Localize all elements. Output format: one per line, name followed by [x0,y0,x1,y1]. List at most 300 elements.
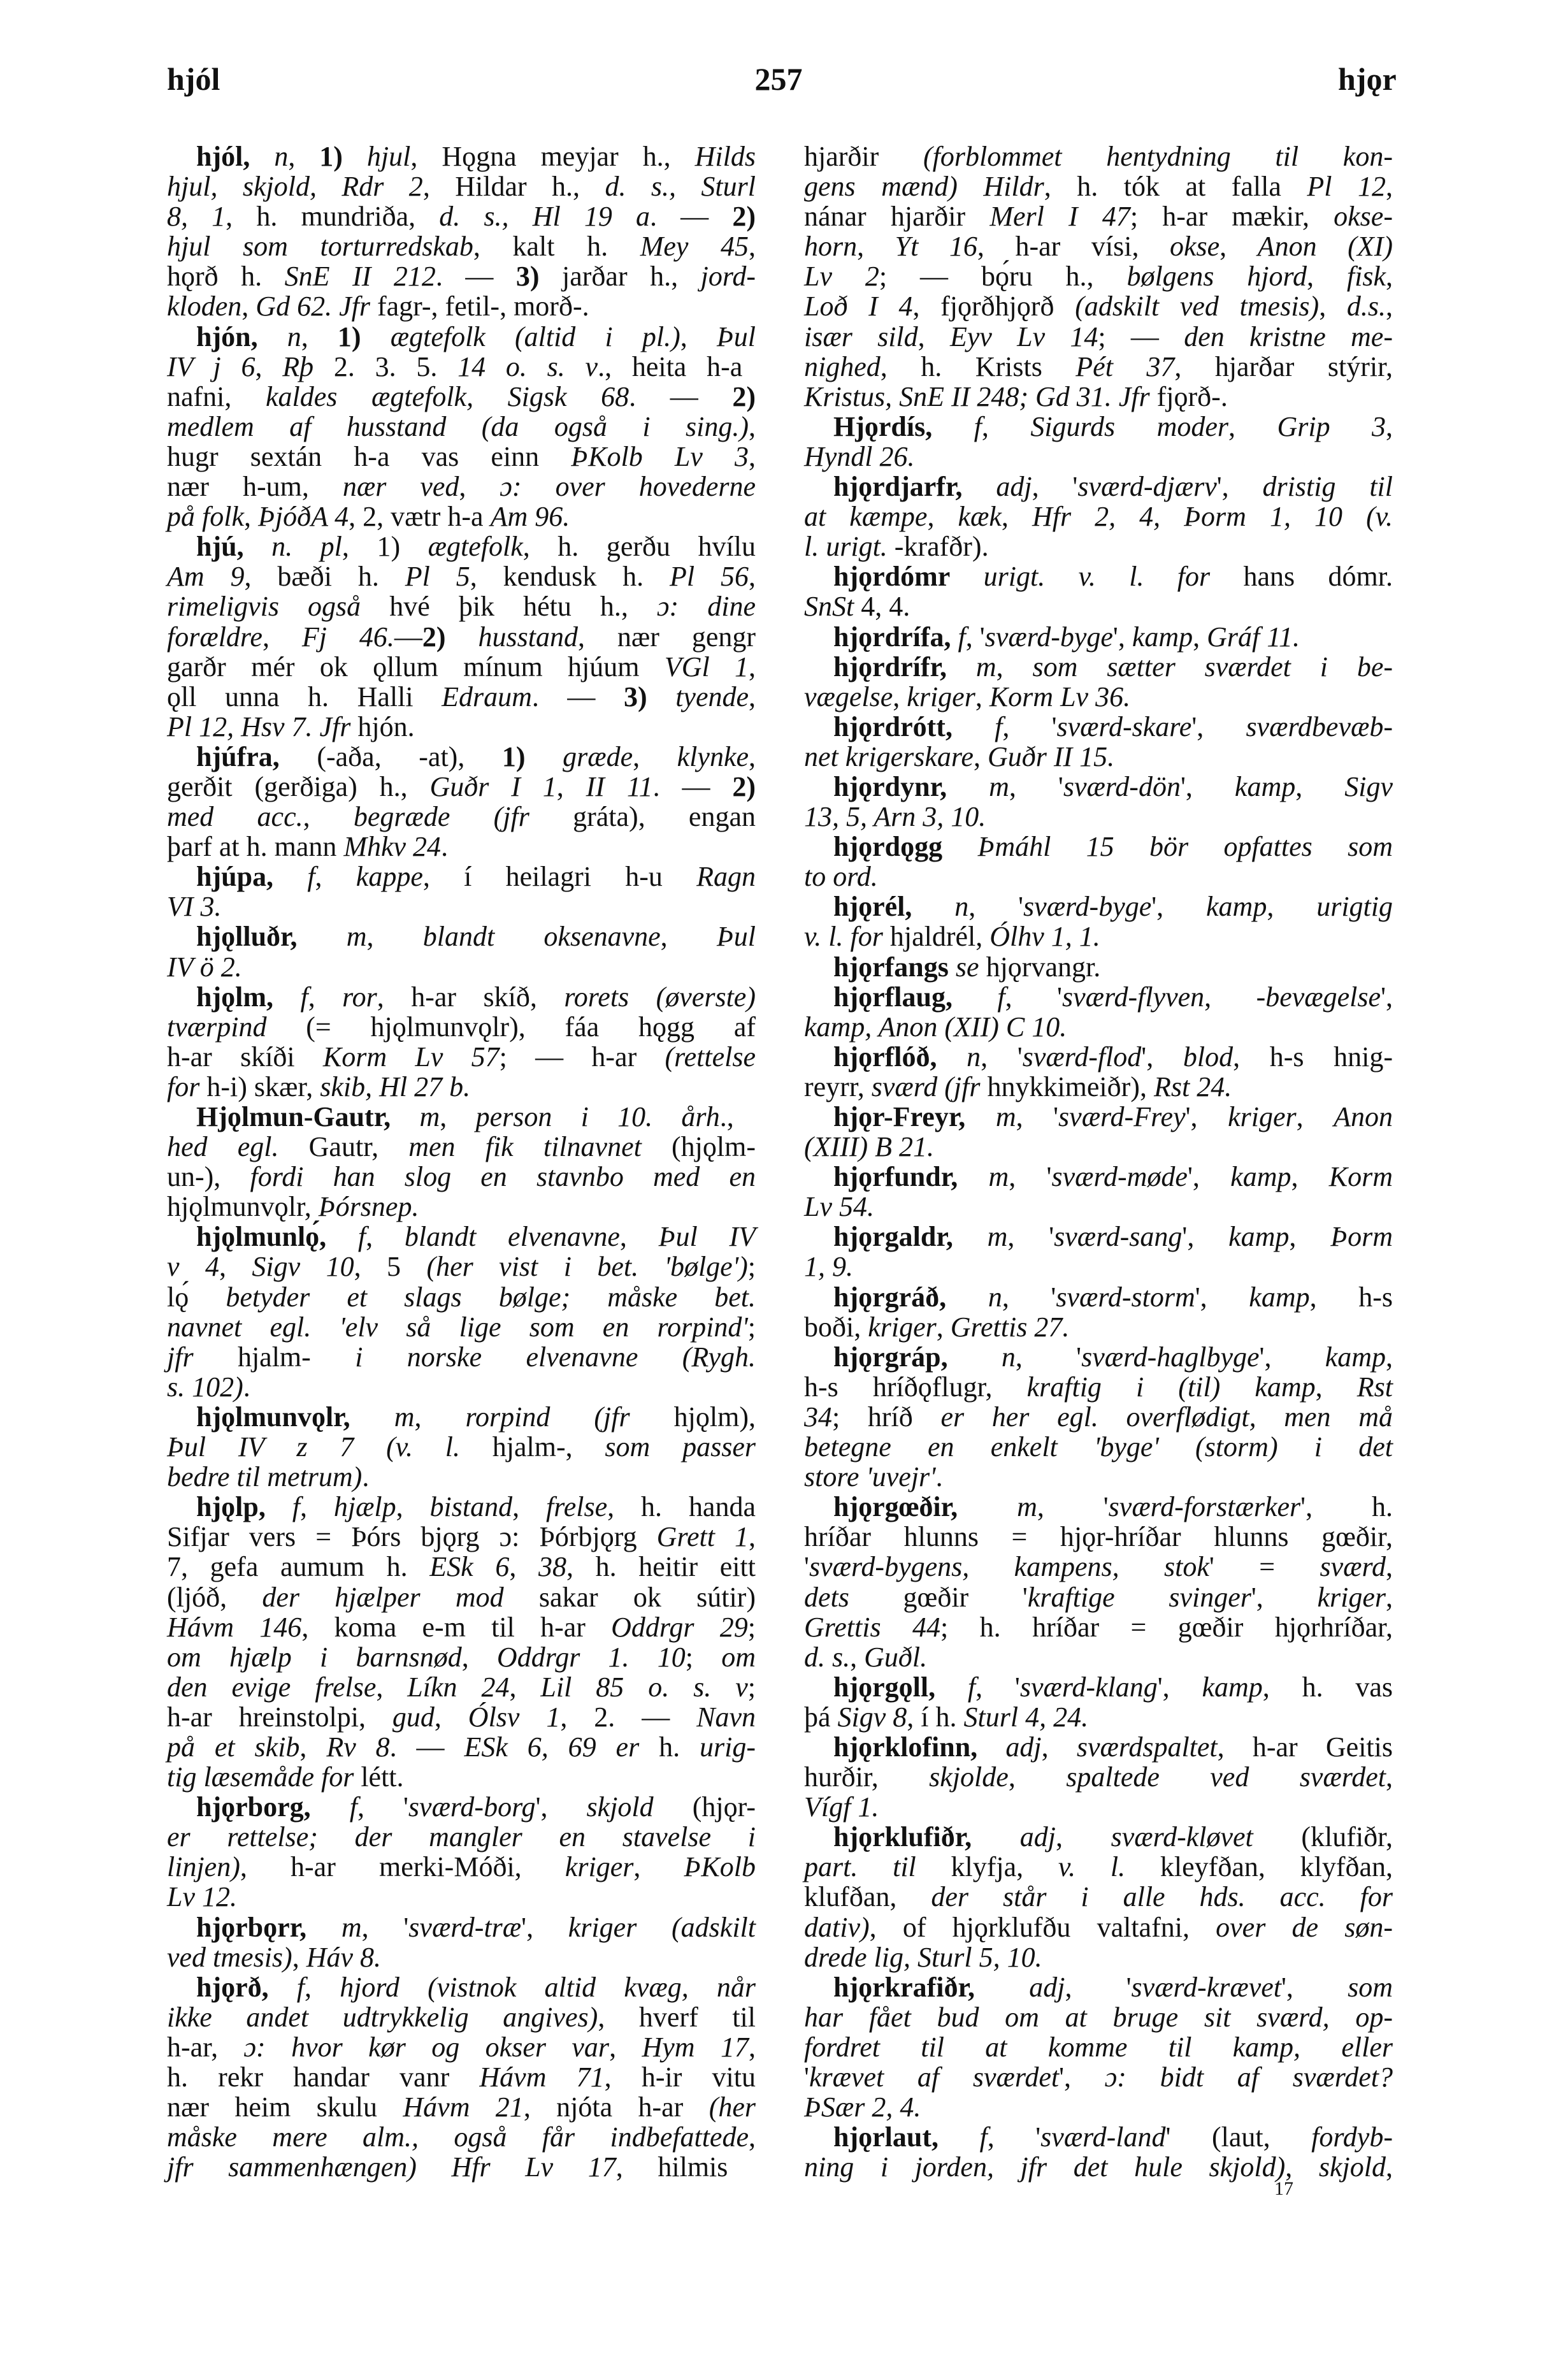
roman-text: , ' [1037,1491,1109,1523]
line-text [804,1642,927,1672]
line-text [804,1702,1088,1732]
italic-text: n [274,141,289,172]
italic-text: på folk [167,501,244,533]
roman-text: , [749,1521,756,1553]
line-text [804,352,1393,382]
entry-line [167,682,756,712]
entry-line [804,231,1393,261]
italic-text: kamp [1325,1341,1386,1373]
line-text [167,772,756,802]
roman-text: , [1001,501,1032,533]
roman-text: lǫ́ [167,1281,226,1313]
roman-text: ; h. hríðar = gœðir hjǫrhríðar, [940,1611,1393,1643]
entry-line [167,502,756,531]
entry-first-line [804,982,1393,1012]
roman-text: ', [1191,711,1246,742]
roman-text: , [936,1311,951,1343]
entry-line [804,591,1393,621]
italic-text: adj [996,471,1032,503]
italic-text: ægtefolk [428,531,523,563]
entry-line [167,2092,756,2122]
line-text [167,2062,756,2092]
italic-text: Grip 3 [1277,410,1386,442]
roman-text: , nær gengr [577,621,756,653]
entry-line [167,261,756,291]
line-text [833,1042,1393,1072]
roman-text [244,531,272,562]
italic-text: m [346,921,367,953]
roman-text: , [1041,1731,1077,1763]
entry-line [167,412,756,442]
roman-text: ', [1281,1971,1348,2003]
entry-line [167,561,756,591]
italic-text: sværd-borg [408,1791,536,1823]
line-text [196,982,756,1012]
italic-text: ved tmesis) [167,1941,292,1973]
headword: hjúpa, [196,861,274,893]
italic-text: Am 96. [490,501,570,533]
roman-text [306,1912,342,1943]
entry-line [804,2002,1393,2032]
roman-text: , [680,321,717,352]
roman-text: . [935,1461,943,1493]
entry-line [804,322,1393,352]
roman-text: , bæði h. [244,561,405,593]
roman-text: hjǫrvangr. [979,951,1101,983]
roman-text: , [1386,1341,1393,1373]
entry-first-line [167,322,756,352]
headword: hjǫrdjarfr, [833,471,963,503]
line-text [804,141,1393,171]
italic-text: kappe [356,861,423,893]
italic-text: Gd 62. Jfr [255,291,370,322]
entry-line [804,1522,1393,1552]
roman-text: 4, 4. [854,591,910,623]
roman-text: , [609,2031,642,2063]
roman-text: , Hildar h., [422,171,605,203]
entry-line [167,2152,756,2182]
roman-text [258,321,287,352]
italic-text: m [995,1101,1016,1132]
line-text [804,442,915,472]
roman-text: , [1386,2151,1393,2183]
line-text [804,322,1393,352]
roman-text: , [1056,1821,1111,1853]
italic-text: over de søn- [1216,1911,1393,1943]
line-text [833,1492,1393,1522]
italic-text: (XIII) B 21. [804,1131,935,1163]
roman-text: , [749,2031,756,2063]
italic-text: f [292,1491,300,1523]
headword: hjǫrklofinn, [833,1731,978,1763]
italic-text: sværd-forstærker [1108,1491,1301,1523]
line-text [804,1402,1393,1432]
entry-line [167,1012,756,1042]
entry-first-line [804,1972,1393,2002]
italic-text: (rettelse [665,1041,756,1072]
italic-text: Rst 24. [1153,1071,1232,1102]
entry-first-line [167,141,756,171]
italic-text: kamp [1230,1161,1291,1193]
italic-text: l. urigt. [804,531,888,563]
line-text [167,1582,756,1612]
roman-text: , [1267,891,1317,923]
line-text [196,1222,756,1252]
entry-first-line [167,1972,756,2002]
italic-text: f [958,621,966,653]
line-text [833,1102,1393,1132]
italic-text: Loð I 4 [804,291,913,322]
roman-text: hjǫlm), [629,1401,756,1433]
roman-text: , ' [1032,471,1078,503]
roman-text: ' [804,2062,809,2093]
italic-text: fisk [1346,261,1386,292]
italic-text: kriger [1317,1581,1386,1613]
entry-line [804,2032,1393,2062]
italic-text: kamp [1202,1671,1263,1703]
roman-text: , [749,2121,756,2153]
italic-text: IV ö 2. [167,951,242,983]
italic-text: ɔ: dine [657,591,756,623]
roman-text [250,141,274,172]
roman-text: nær heim skulu [167,2091,403,2123]
italic-text: ESk 6 [429,1551,510,1583]
italic-text: hjælp [333,1491,396,1523]
roman-text: , h. vas [1262,1671,1393,1703]
roman-text: hugr sextán h-a vas einn [167,440,572,472]
italic-text: sværd-haglbyge [1081,1341,1260,1373]
roman-text: , h-ir vitu [604,2062,756,2093]
line-text [167,2002,756,2032]
italic-text: m [394,1401,415,1433]
roman-text: , [509,1551,538,1583]
roman-text [947,651,976,682]
roman-text: ', [521,1911,568,1943]
roman-text: , [893,681,907,712]
line-text [804,1432,1393,1462]
headword: hjǫrdómr [833,561,951,593]
roman-text: þá [804,1701,838,1733]
italic-text: medlem af husstand (da også i sing.) [167,410,749,442]
headword: 1) [337,321,361,352]
italic-text: kamp [1132,621,1193,653]
entry-line [167,352,756,382]
italic-text: navnet egl. 'elv så lige som en rorpind' [167,1311,748,1343]
roman-text: , [1386,291,1393,322]
line-text [804,1312,1069,1342]
entry-line [804,2062,1393,2092]
roman-text [350,1401,394,1433]
roman-text: kleyfðan, klyfðan, [1125,1851,1393,1883]
roman-text: ', [1157,1671,1202,1703]
italic-text: kriger [907,681,975,712]
italic-text: sværd-dön [1063,770,1181,802]
line-text [804,1882,1393,1912]
italic-text: men fik tilnavnet [408,1131,642,1163]
entry-first-line [167,742,756,772]
italic-text: betegne en enkelt 'byge' (storm) i det [804,1431,1393,1463]
italic-text: n. pl [271,531,342,563]
roman-text: ; h-ar mækir, [1130,201,1334,233]
roman-text: , [1306,261,1347,292]
line-text [167,832,448,862]
entry-line [804,682,1393,712]
roman-text: , h-ar vísi, [977,231,1170,263]
entry-line [167,1312,756,1342]
italic-text: skjold [586,1791,654,1823]
italic-text: sværd-byge [984,621,1113,653]
line-text [804,1192,874,1222]
page-number: 257 [754,61,803,97]
roman-text: ., heita h-a [598,350,743,382]
entry-line [167,712,756,742]
headword: hjǫrgráp, [833,1341,948,1373]
italic-text: 14 o. s. v [457,350,598,382]
line-text [167,802,756,832]
roman-text: (hjǫr- [653,1791,756,1823]
italic-text: Sigv 8 [837,1701,907,1733]
roman-text: (hjǫlm- [641,1131,756,1163]
entry-line [804,1702,1393,1732]
italic-text: Þórsnep. [318,1191,419,1223]
italic-text: sværd-møde [1051,1161,1188,1193]
roman-text: , 2. — [560,1701,697,1733]
roman-text: hurðir, [804,1761,930,1793]
italic-text: skib, Hl 27 b. [320,1071,471,1102]
line-text [833,1162,1393,1192]
line-text [833,412,1393,442]
italic-text: husstand [478,621,578,653]
italic-text: net krigerskare [804,740,974,772]
italic-text: spaltede ved sværdet [1066,1761,1386,1793]
line-text [833,561,1393,591]
roman-text: , [749,231,756,263]
italic-text: vægelse [804,681,893,712]
line-text [167,1822,756,1852]
entry-line [167,2002,756,2032]
line-text [167,2122,756,2152]
roman-text [932,411,974,442]
italic-text: Lil 85 o. s. v [540,1671,748,1703]
italic-text: forældre [167,621,263,653]
italic-text: store 'uvejr' [804,1461,936,1493]
italic-text: sværd [1320,1551,1386,1583]
italic-text: Þmáhl 15 bör opfattes som [977,831,1393,863]
roman-text: , [633,1851,684,1883]
headword: 1) [319,141,343,172]
roman-text: , [255,350,283,382]
italic-text: sværd-flod [1022,1041,1142,1072]
italic-text: tyende [675,681,749,712]
roman-text [939,2121,979,2153]
roman-text: ' (laut, [1165,2121,1312,2153]
italic-text: der står i alle hds. acc. for [931,1881,1393,1913]
headword: hjǫrkrafiðr, [833,1971,975,2003]
roman-text: ', [1259,1341,1325,1373]
line-text [833,472,1393,502]
line-text [833,1672,1393,1702]
italic-text: Líkn 24 [407,1671,510,1703]
italic-text: kamp [1249,1281,1310,1313]
roman-text: , [633,740,677,772]
entry-first-line [167,1492,756,1522]
roman-text: , í heilagri h-u [422,861,697,893]
roman-text: , ' [357,1791,408,1823]
headword: hjǫrlaut, [833,2121,939,2153]
line-text [167,1072,470,1102]
roman-text: , ' [1002,1281,1056,1313]
line-text [804,1792,879,1822]
entry-line [167,2122,756,2152]
roman-text: h-ar, [167,2031,244,2063]
italic-text: drede lig, Sturl 5, 10. [804,1941,1042,1973]
roman-text [942,831,977,862]
entry-first-line [804,1042,1393,1072]
entry-line [167,1732,756,1762]
roman-text: , h. tók at falla [1044,171,1307,203]
headword: 3) [623,681,647,712]
italic-text: sværd-flyven [1061,981,1205,1013]
roman-text: . — [389,1731,464,1763]
line-text [167,1462,369,1492]
roman-text: , [975,681,989,712]
italic-text: er rettelse; der mangler en stavelse i [167,1821,756,1853]
roman-text [972,1821,1020,1852]
italic-text: Þul [716,321,756,352]
line-text [167,1702,756,1732]
entry-first-line [804,1672,1393,1702]
roman-text: , [1295,770,1345,802]
entry-line [167,1042,756,1072]
italic-text: Rþ [282,350,314,382]
italic-text: hed egl. [167,1131,279,1163]
line-text [804,2032,1393,2062]
headword: hjǫlm, [196,981,273,1013]
italic-text: kraftig i (til) kamp [1026,1371,1316,1403]
roman-text: , hilmis [615,2151,728,2183]
roman-text [311,1791,350,1823]
italic-text: ɔ: over hovederne [500,471,756,503]
italic-text: Korm Lv 57 [322,1041,500,1072]
roman-text: fagr-, fetil-, morð-. [370,291,589,322]
entry-first-line [804,561,1393,591]
entry-line [804,1402,1393,1432]
roman-text: , [440,1101,476,1132]
roman-text: , [305,1971,340,2003]
roman-text [962,471,996,502]
entry-first-line [167,1102,756,1132]
roman-text: , h-ar skíð, [377,981,565,1013]
line-text [804,1762,1393,1792]
line-text [167,682,756,712]
entry-first-line [804,892,1393,921]
entry-line [804,1252,1393,1282]
roman-text: . [362,1461,370,1493]
line-text [804,1852,1393,1882]
roman-text: , [1296,1101,1334,1132]
entry-first-line [167,531,756,561]
italic-text: skjolde [929,1761,1009,1793]
italic-text: s. 102) [167,1371,243,1403]
roman-text: , ' [968,891,1024,923]
italic-text: f [997,981,1005,1013]
roman-text: , [315,861,356,893]
entry-line [804,2092,1393,2122]
italic-text: Lv 54. [804,1191,874,1223]
italic-text: Hávm 21 [403,2091,524,2123]
italic-text: linjen) [167,1851,240,1883]
roman-text: , of hjǫrklufðu valtafni, [869,1911,1216,1943]
entry-first-line [804,1492,1393,1522]
roman-text: , [288,141,320,172]
roman-text: , [376,1671,408,1703]
roman-text: , h. heitir eitt [566,1551,756,1583]
entry-line [804,1612,1393,1642]
italic-text: hjul, skjold, Rdr 2 [167,171,423,203]
italic-text: som [1348,1971,1393,2003]
roman-text: ; — bǫ́ru h., [879,261,1127,292]
headword: Hjǫrdís, [833,410,933,442]
roman-text: ', [1185,1101,1228,1132]
line-text [167,472,756,502]
entry-line [804,502,1393,531]
line-text [804,1552,1393,1582]
entry-line [804,742,1393,772]
italic-text: d.s. [1346,291,1386,322]
roman-text: , [996,651,1033,682]
entry-line [167,622,756,652]
line-text [167,1762,404,1792]
entry-line [167,892,756,921]
italic-text: se [955,951,979,983]
italic-text: kæk [958,501,1002,533]
entry-line [167,772,756,802]
line-text [804,201,1393,231]
italic-text: klynke [677,740,749,772]
roman-text: , [973,740,988,772]
italic-text: 8, 1 [167,201,226,233]
entry-line [804,921,1393,951]
italic-text: Korm [1328,1161,1393,1193]
roman-text: hvé þik hétu h., [361,591,657,623]
headword: Hjǫlmun-Gautr, [196,1101,391,1132]
italic-text: rorpind (jfr [465,1401,630,1433]
roman-text: , 2, vætr h-a [349,501,491,533]
entry-first-line [804,712,1393,742]
entry-first-line [804,1102,1393,1132]
running-head-right: hjǫr [1338,61,1397,97]
line-text [167,1282,756,1312]
italic-text: frelse [546,1491,608,1523]
italic-text: sværd-krævet [1131,1971,1281,2003]
entry-line [167,171,756,201]
line-text [804,1612,1393,1642]
italic-text: (forblommet hentydning til kon- [923,141,1393,172]
entry-line [167,1642,756,1672]
italic-text: II 11 [586,770,653,802]
running-head-left: hjól [167,61,220,97]
entry-first-line [804,652,1393,682]
entry-first-line [804,832,1393,862]
roman-text: . [243,1371,250,1403]
italic-text: Kristus, SnE II 248; Gd 31. Jfr [804,380,1150,412]
entry-first-line [804,1732,1393,1762]
roman-text: hjǫlmunvǫlr, [167,1191,319,1223]
roman-text: . — [629,380,733,412]
italic-text: f [296,1971,305,2003]
roman-text: , h-ar Geitis [1217,1731,1393,1763]
line-text [167,2032,756,2062]
